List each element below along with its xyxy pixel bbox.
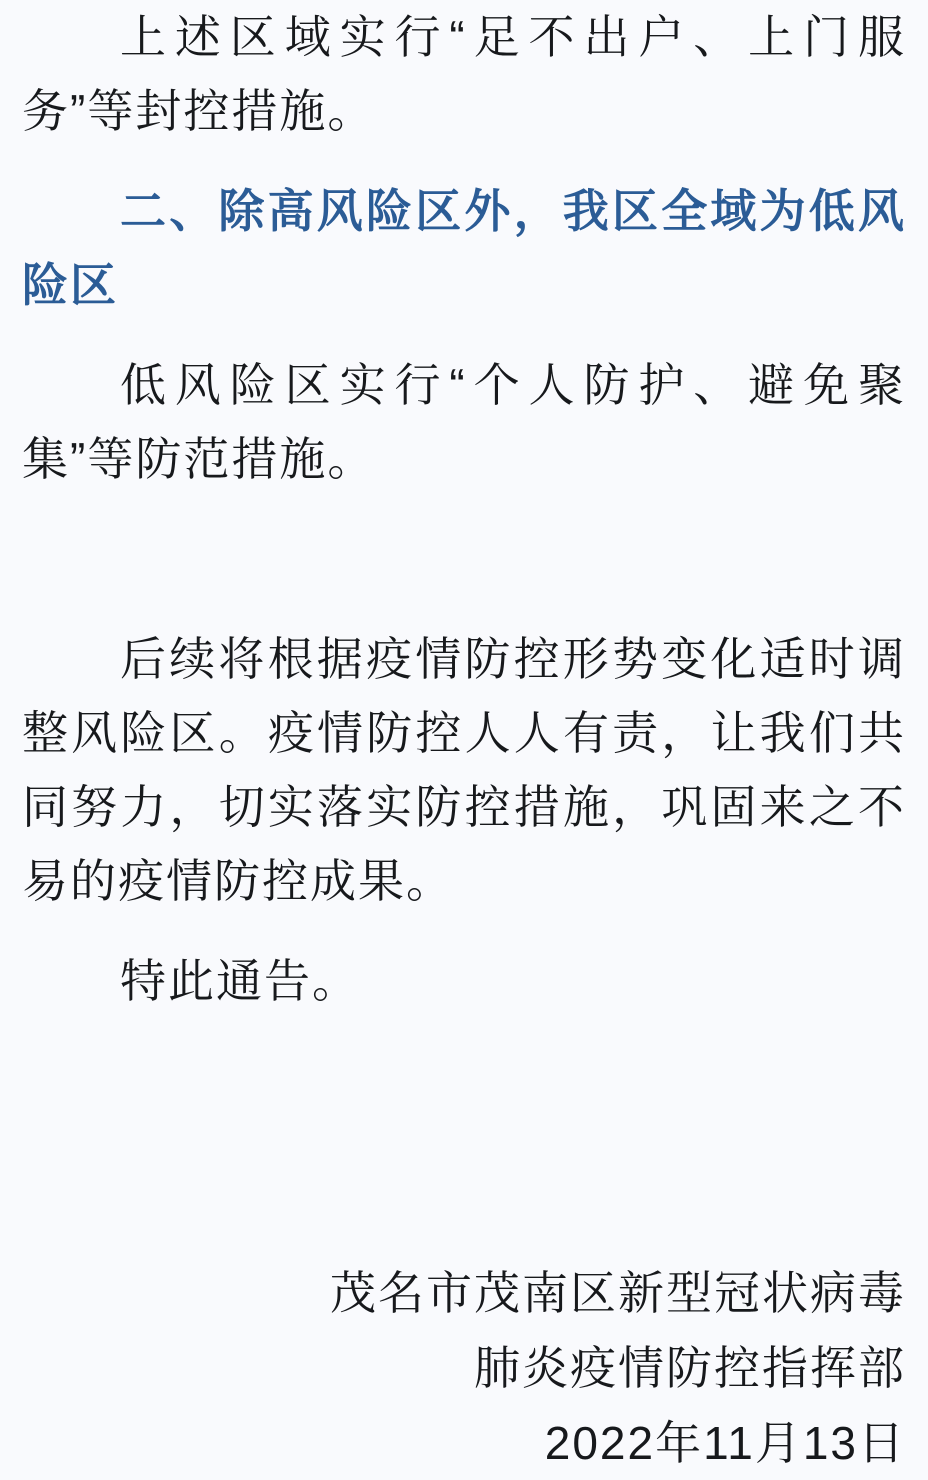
signature-organization-line-2: 肺炎疫情防控指挥部 xyxy=(474,1342,906,1394)
paragraph-prevention-measures xyxy=(22,348,906,496)
text-line: 低风险区实行“个人防护、避免聚 xyxy=(120,359,906,411)
text-line: 易的疫情防控成果。 xyxy=(22,855,454,907)
text-line: 特此通告。 xyxy=(120,955,360,1007)
text-line: 务”等封控措施。 xyxy=(22,85,376,137)
text-line: 同努力，切实落实防控措施，巩固来之不 xyxy=(22,781,906,833)
blank-spacer xyxy=(22,522,906,622)
signature-date: 2022年11月13日 xyxy=(544,1417,906,1469)
blank-spacer xyxy=(22,1044,906,1256)
signature-block xyxy=(22,1256,906,1480)
signature-organization-line-1: 茂名市茂南区新型冠状病毒 xyxy=(330,1267,906,1319)
text-line: 上述区域实行“足不出户、上门服 xyxy=(120,11,906,63)
paragraph-hereby-notice xyxy=(22,944,906,1018)
text-line: 后续将根据疫情防控形势变化适时调 xyxy=(120,633,906,685)
text-line: 整风险区。疫情防控人人有责，让我们共 xyxy=(22,707,906,759)
paragraph-future-adjustment xyxy=(22,622,906,918)
heading-line: 险区 xyxy=(22,259,118,311)
heading-line: 二、除高风险区外，我区全域为低风 xyxy=(120,185,906,237)
paragraph-closure-measures xyxy=(22,0,906,148)
section-heading-low-risk xyxy=(22,174,906,322)
text-line: 集”等防范措施。 xyxy=(22,433,376,485)
